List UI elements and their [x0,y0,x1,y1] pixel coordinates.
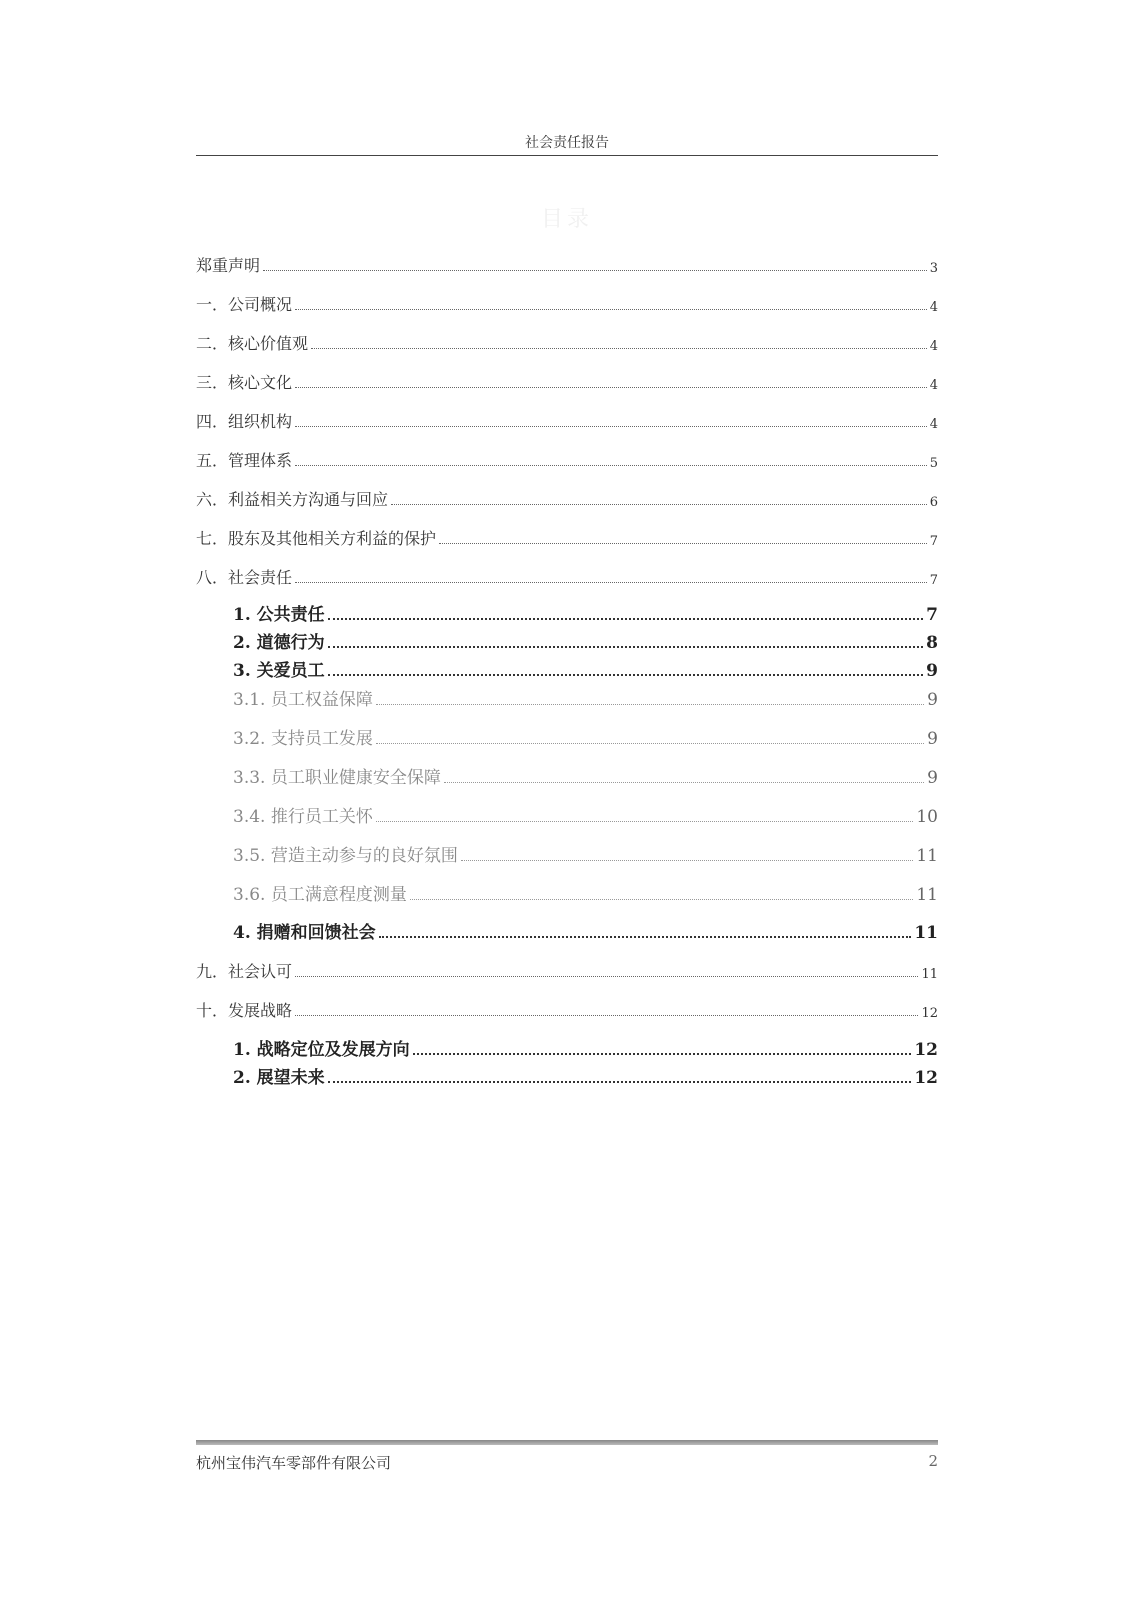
toc-entry-label: 七．股东及其他相关方利益的保护 [196,529,437,548]
toc-entry-page: 6 [929,495,938,510]
toc-entry-label: 3.4. 推行员工关怀 [233,807,373,827]
toc-leader-dots [391,504,927,505]
toc-entry-label: 二．核心价值观 [196,334,309,353]
toc-entry-page: 4 [929,339,938,354]
toc-entry-label: 八．社会责任 [196,568,293,587]
toc-entry-label: 3.1. 员工权益保障 [233,690,373,710]
footer-rule [196,1440,938,1445]
toc-entry-label: 郑重声明 [196,256,261,275]
toc-entry-page: 11 [914,923,938,943]
toc-leader-dots [295,309,927,310]
toc-entry-page: 5 [929,456,938,471]
toc-entry-label: 3. 关爱员工 [233,661,325,681]
toc-entry-label: 3.2. 支持员工发展 [233,729,373,749]
toc-entry[interactable] [233,842,938,866]
toc-leader-dots [263,270,927,271]
toc-entry-page: 11 [916,885,938,905]
toc-entry-label: 一．公司概况 [196,295,293,314]
toc-entry[interactable] [233,881,938,905]
toc-entry-label: 3.5. 营造主动参与的良好氛围 [233,846,458,866]
toc-entry[interactable] [233,686,938,710]
toc-entry-page: 3 [929,261,938,276]
toc-leader-dots [410,899,914,900]
toc-entry[interactable] [196,958,938,982]
toc-entry[interactable] [233,803,938,827]
toc-leader-dots [376,743,924,744]
toc-entry-label: 四．组织机构 [196,412,293,431]
toc-entry-label: 3.3. 员工职业健康安全保障 [233,768,441,788]
toc-entry-label: 2. 展望未来 [233,1068,325,1088]
toc-entry-page: 7 [926,605,938,625]
toc-entry-label: 十．发展战略 [196,1001,293,1020]
footer-page-number: 2 [928,1452,938,1470]
toc-leader-dots [328,1081,912,1083]
toc-leader-dots [376,821,914,822]
running-header-title: 社会责任报告 [525,135,609,151]
toc-entry[interactable] [196,369,938,393]
toc-entry[interactable] [196,447,938,471]
toc-entry[interactable] [233,601,938,625]
toc-leader-dots [444,782,924,783]
toc-leader-dots [295,582,927,583]
toc-entry-page: 12 [914,1068,938,1088]
toc-entry-page: 10 [916,807,938,827]
toc-entry-label: 六．利益相关方沟通与回应 [196,490,389,509]
toc-entry-page: 11 [916,846,938,866]
toc-entry[interactable] [196,564,938,588]
toc-entry[interactable] [196,291,938,315]
toc-entry-page: 8 [926,633,938,653]
toc-entry-page: 4 [929,378,938,393]
toc-entry-label: 五．管理体系 [196,451,293,470]
toc-entry-label: 3.6. 员工满意程度测量 [233,885,407,905]
toc-entry[interactable] [233,764,938,788]
toc-leader-dots [379,936,912,938]
toc-entry-page: 4 [929,300,938,315]
toc-entry[interactable] [196,486,938,510]
toc-entry-page: 12 [914,1040,938,1060]
toc-entry-label: 1. 战略定位及发展方向 [233,1040,410,1060]
toc-entry-label: 九．社会认可 [196,962,293,981]
toc-entry[interactable] [233,629,938,653]
toc-leader-dots [295,1015,918,1016]
toc-entry-label: 4. 捐赠和回馈社会 [233,923,376,943]
toc-leader-dots [439,543,927,544]
toc-entry[interactable] [233,725,938,749]
toc-leader-dots [376,704,924,705]
toc-leader-dots [295,976,918,977]
toc-leader-dots [328,646,923,648]
toc-entry-page: 9 [927,768,938,788]
toc-entry-label: 2. 道德行为 [233,633,325,653]
toc-entry-page: 11 [921,967,938,982]
toc-entry-page: 7 [929,534,938,549]
toc-entry-page: 9 [927,690,938,710]
toc-entry-page: 7 [929,573,938,588]
toc-entry[interactable] [196,252,938,276]
toc-entry[interactable] [196,525,938,549]
toc-heading: 目录 [540,207,593,232]
toc-entry[interactable] [233,1036,938,1060]
toc-leader-dots [311,348,927,349]
toc-leader-dots [295,465,927,466]
toc-entry[interactable] [196,997,938,1021]
toc-entry-label: 三．核心文化 [196,373,293,392]
toc-entry-page: 4 [929,417,938,432]
toc-leader-dots [295,426,927,427]
toc-leader-dots [328,674,923,676]
toc-entry[interactable] [196,330,938,354]
footer-company-name: 杭州宝伟汽车零部件有限公司 [196,1454,392,1472]
toc-leader-dots [295,387,927,388]
toc-entry-label: 1. 公共责任 [233,605,325,625]
toc-leader-dots [461,860,914,861]
toc-entry-page: 9 [927,729,938,749]
toc-entry[interactable] [233,1064,938,1088]
toc-entry[interactable] [196,408,938,432]
toc-leader-dots [413,1053,912,1055]
toc-entry[interactable] [233,919,938,943]
toc-entry-page: 9 [926,661,938,681]
toc-entry[interactable] [233,657,938,681]
toc-leader-dots [328,618,923,620]
toc-entry-page: 12 [921,1006,938,1021]
